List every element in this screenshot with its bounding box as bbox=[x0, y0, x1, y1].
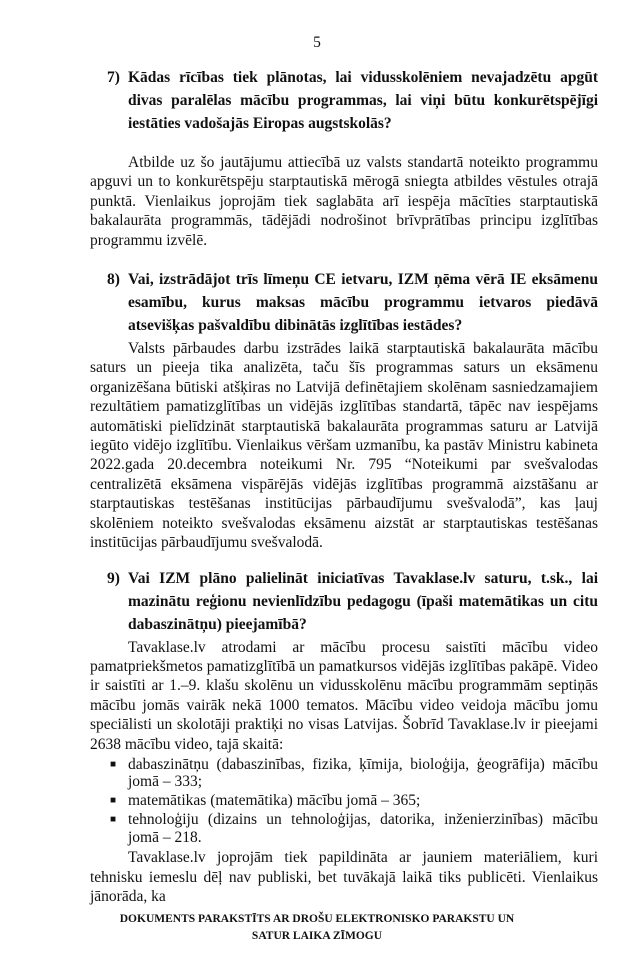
bullet-icon: ■ bbox=[110, 758, 117, 770]
bullet-icon: ■ bbox=[110, 814, 117, 826]
footer-line-2: SATUR LAIKA ZĪMOGU bbox=[251, 929, 383, 942]
answer-9: Tavaklase.lv atrodami ar mācību procesu saistīti mācību video pamatpriekšmetos pamatizglītībā un pamatkursos vidējās izglītības pakāpē. Video ir saistīti ar 1.–9. klašu skolēnu un vidusskolēnu mācību programmām septiņās mācību jomās vairāk nekā 1000 tematos. Mācību video veidoja mācību jomu speciālisti un skolotāji praktiķi no visas Latvijas. Šobrīd Tavaklase.lv ir pieejami 2638 mācību video, tajā skaitā: bbox=[90, 638, 598, 753]
signature-footer bbox=[0, 911, 634, 945]
answer-7: Atbilde uz šo jautājumu attiecībā uz valsts standartā noteikto programmu apguvi un to konkurētspēju starptautiskā mērogā sniegta atbildes vēstules otrajā punktā. Vienlaikus joprojām tiek saglabāta arī iespēja mācīties starptautiskā bakalaurāta programmās, tādējādi nodrošinot brīvprātības principu izglītības programmu izvēlē. bbox=[90, 154, 598, 249]
question-text: Vai, izstrādājot trīs līmeņu CE ietvaru, IZM ņēma vērā IE eksāmenu esamību, kurus maksas mācību programmu ietvaros piedāvā atsevišķas pašvaldību dibinātās izglītības iestādes? bbox=[128, 271, 598, 335]
question-number: 9) bbox=[107, 569, 120, 587]
answer-8: Valsts pārbaudes darbu izstrādes laikā starptautiskā bakalaurāta mācību saturs un pieeja tika analizēta, taču šīs programmas saturs un eksāmenu organizēšana būtiski atšķiras no Latvijā definētajiem skolēnam sasniedzamajiem rezultātiem pamatizglītības un vidējās izglītības standartā, tāpēc nav iespējams automātiski pielīdzināt starptautiskā bakalaurāta programmas saturu ar Latvijā iegūto vidējo izglītību. Vienlaikus vēršam uzmanību, ka pastāv Ministru kabineta 2022.gada 20.decembra noteikumi Nr. 795 “Noteikumi par svešvalodas centralizētā eksāmena vispārējās vidējās izglītības programmā aizstāšanu ar starptautiskas testēšanas institūcijas pārbaudījumu svešvalodā”, kas ļauj skolēniem noteikto svešvalodas eksāmenu aizstāt ar starptautiskas testēšanas institūcijas pārbaudījumu svešvalodā. bbox=[90, 340, 598, 552]
list-item: ■ dabaszinātņu (dabaszinības, fizika, ķīmija, bioloģija, ģeogrāfija) mācību jomā – 333; bbox=[110, 755, 598, 791]
page-number: 5 bbox=[313, 34, 321, 51]
bullet-icon: ■ bbox=[110, 795, 117, 807]
question-number: 7) bbox=[107, 69, 120, 86]
question-number: 8) bbox=[107, 271, 120, 289]
question-8 bbox=[90, 268, 598, 337]
answer-9-continued: Tavaklase.lv joprojām tiek papildināta ar jauniem materiāliem, kuri tehnisku iemeslu dēļ nav publiski, bet tuvākajā laikā tiks publicēti. Vienlaikus jānorāda, ka bbox=[90, 849, 598, 906]
question-7 bbox=[90, 66, 598, 135]
list-item: ■ matemātikas (matemātika) mācību jomā – 365; bbox=[110, 792, 421, 810]
list-item: ■ tehnoloģiju (dizains un tehnoloģijas, datorika, inženierzinības) mācību jomā – 218. bbox=[110, 811, 598, 846]
video-count-list bbox=[90, 756, 598, 847]
footer-line-1: DOKUMENTS PARAKSTĪTS AR DROŠU ELEKTRONISKO PARAKSTU UN bbox=[119, 912, 515, 925]
question-text: Vai IZM plāno palielināt iniciatīvas Tavaklase.lv saturu, t.sk., lai mazinātu reģionu nevienlīdzību pedagogu (īpaši matemātikas un citu dabaszinātņu) pieejamībā? bbox=[128, 569, 598, 633]
question-9 bbox=[90, 567, 598, 636]
question-text: Kādas rīcības tiek plānotas, lai vidusskolēniem nevajadzētu apgūt divas paralēlas mācību programmas, lai viņi būtu konkurētspējīgi iestāties vadošajās Eiropas augstskolās? bbox=[128, 69, 598, 132]
